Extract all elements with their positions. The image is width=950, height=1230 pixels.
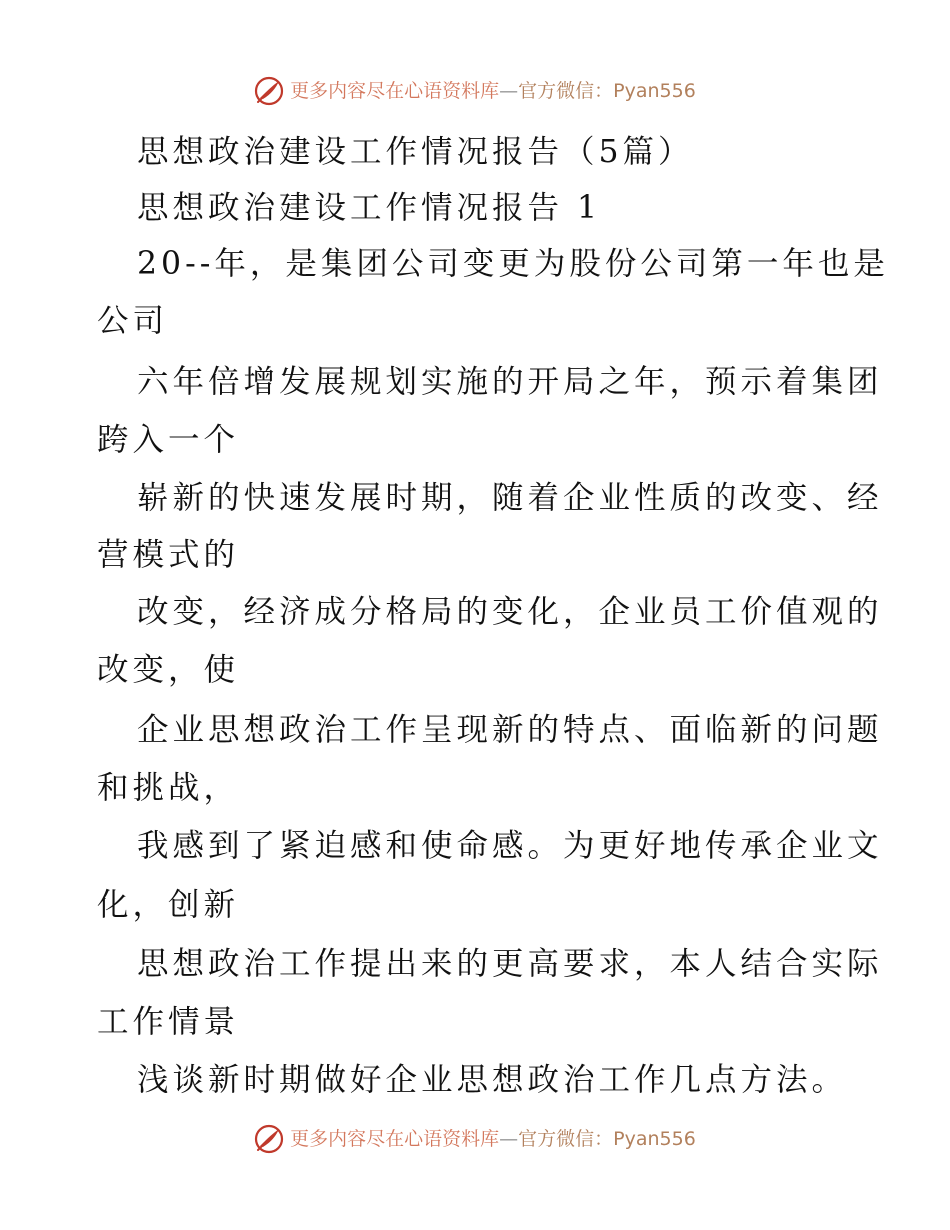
quill-pen-logo-icon bbox=[254, 1124, 284, 1154]
paragraph-line: 改变，经济成分格局的变化，企业员工价值观的 bbox=[137, 594, 883, 630]
paragraph-line: 崭新的快速发展时期，随着企业性质的改变、经 bbox=[137, 480, 883, 516]
paragraph-line: 浅谈新时期做好企业思想政治工作几点方法。 bbox=[137, 1062, 848, 1098]
doc-title: 思想政治建设工作情况报告（5篇） bbox=[137, 134, 694, 170]
quill-pen-logo-icon bbox=[254, 76, 284, 106]
footer-banner bbox=[0, 1119, 950, 1159]
paragraph-line: 和挑战， bbox=[97, 770, 240, 806]
banner-dash: — bbox=[499, 80, 519, 102]
banner-wechat: 官方微信：Pyan556 bbox=[518, 80, 696, 102]
paragraph-line: 20--年，是集团公司变更为股份公司第一年也是 bbox=[137, 246, 889, 282]
paragraph-line: 思想政治工作提出来的更高要求，本人结合实际 bbox=[137, 946, 883, 982]
paragraph-line: 工作情景 bbox=[97, 1004, 240, 1040]
paragraph-line: 营模式的 bbox=[97, 537, 240, 573]
paragraph-line: 改变，使 bbox=[97, 652, 240, 688]
banner-text: 更多内容尽在心语资料库 bbox=[290, 80, 500, 102]
banner-wechat: 官方微信：Pyan556 bbox=[518, 1128, 696, 1150]
paragraph-line: 企业思想政治工作呈现新的特点、面临新的问题 bbox=[137, 712, 883, 748]
banner-text: 更多内容尽在心语资料库 bbox=[290, 1128, 500, 1150]
section-heading: 思想政治建设工作情况报告 1 bbox=[137, 190, 602, 226]
paragraph-line: 六年倍增发展规划实施的开局之年，预示着集团 bbox=[137, 364, 883, 400]
header-banner bbox=[0, 71, 950, 111]
paragraph-line: 跨入一个 bbox=[97, 422, 240, 458]
paragraph-line: 化，创新 bbox=[97, 887, 240, 923]
paragraph-line: 我感到了紧迫感和使命感。为更好地传承企业文 bbox=[137, 828, 883, 864]
paragraph-line: 公司 bbox=[97, 303, 169, 339]
banner-dash: — bbox=[499, 1128, 519, 1150]
